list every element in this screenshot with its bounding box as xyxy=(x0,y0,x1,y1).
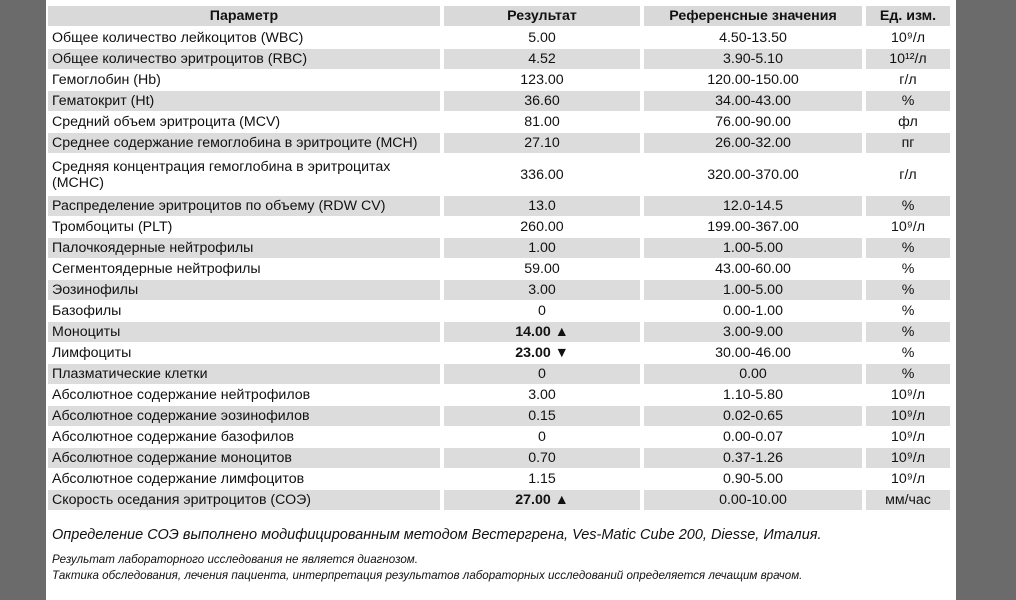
method-note: Определение СОЭ выполнено модифицированным методом Вестергрена, Ves-Matic Cube 200, Diesse, Италия. xyxy=(52,527,822,543)
cell-result: 5.00 xyxy=(444,28,644,49)
disclaimer-tactics: Тактика обследования, лечения пациента, интерпретация результатов лабораторных исследований определяется лечащим врачом. xyxy=(52,569,803,582)
cell-parameter: Сегментоядерные нейтрофилы xyxy=(48,259,444,280)
cell-unit: 10⁹/л xyxy=(866,28,954,49)
cell-reference: 320.00-370.00 xyxy=(644,154,866,196)
cell-unit: % xyxy=(866,259,954,280)
cell-parameter: Гемоглобин (Hb) xyxy=(48,70,444,91)
cell-unit: г/л xyxy=(866,154,954,196)
cell-unit: % xyxy=(866,343,954,364)
cell-result: 81.00 xyxy=(444,112,644,133)
cell-parameter: Средний объем эритроцита (MCV) xyxy=(48,112,444,133)
cell-unit: % xyxy=(866,322,954,343)
cell-reference: 12.0-14.5 xyxy=(644,196,866,217)
cell-parameter: Средняя концентрация гемоглобина в эритроцитах (MCHC) xyxy=(48,154,444,196)
cell-result: 1.00 xyxy=(444,238,644,259)
cell-result: 260.00 xyxy=(444,217,644,238)
table-row xyxy=(48,406,954,427)
table-row xyxy=(48,133,954,154)
cell-parameter: Среднее содержание гемоглобина в эритроците (MCH) xyxy=(48,133,444,154)
disclaimer-diagnosis: Результат лабораторного исследования не является диагнозом. xyxy=(52,553,418,566)
cell-parameter: Распределение эритроцитов по объему (RDW CV) xyxy=(48,196,444,217)
cell-unit: 10⁹/л xyxy=(866,406,954,427)
table-row xyxy=(48,448,954,469)
table-row xyxy=(48,238,954,259)
cell-parameter: Абсолютное содержание моноцитов xyxy=(48,448,444,469)
cell-result: 27.10 xyxy=(444,133,644,154)
cell-result: 4.52 xyxy=(444,49,644,70)
table-row xyxy=(48,427,954,448)
table-row xyxy=(48,217,954,238)
cell-reference: 1.00-5.00 xyxy=(644,238,866,259)
cell-result: 13.0 xyxy=(444,196,644,217)
cell-unit: % xyxy=(866,196,954,217)
cell-reference: 3.90-5.10 xyxy=(644,49,866,70)
header-unit: Ед. изм. xyxy=(866,6,954,28)
cell-unit: 10⁹/л xyxy=(866,427,954,448)
cell-unit: % xyxy=(866,238,954,259)
cell-unit: мм/час xyxy=(866,490,954,511)
cell-parameter: Базофилы xyxy=(48,301,444,322)
cell-reference: 0.90-5.00 xyxy=(644,469,866,490)
cell-reference: 76.00-90.00 xyxy=(644,112,866,133)
cell-result: 59.00 xyxy=(444,259,644,280)
header-result: Результат xyxy=(444,6,644,28)
cell-parameter: Общее количество эритроцитов (RBC) xyxy=(48,49,444,70)
table-row xyxy=(48,280,954,301)
cell-parameter: Скорость оседания эритроцитов (СОЭ) xyxy=(48,490,444,511)
cell-result: 1.15 xyxy=(444,469,644,490)
cell-reference: 30.00-46.00 xyxy=(644,343,866,364)
cell-reference: 0.00-1.00 xyxy=(644,301,866,322)
table-row xyxy=(48,70,954,91)
cell-parameter: Абсолютное содержание нейтрофилов xyxy=(48,385,444,406)
cell-reference: 1.00-5.00 xyxy=(644,280,866,301)
cell-result: 0.15 xyxy=(444,406,644,427)
cell-reference: 0.02-0.65 xyxy=(644,406,866,427)
cell-reference: 34.00-43.00 xyxy=(644,91,866,112)
cell-result: 14.00 ▲ xyxy=(444,322,644,343)
cell-result: 0 xyxy=(444,427,644,448)
table-row xyxy=(48,301,954,322)
cell-result: 3.00 xyxy=(444,385,644,406)
results-table xyxy=(48,6,954,511)
cell-unit: пг xyxy=(866,133,954,154)
header-reference: Референсные значения xyxy=(644,6,866,28)
cell-result: 0 xyxy=(444,364,644,385)
cell-parameter: Моноциты xyxy=(48,322,444,343)
cell-reference: 43.00-60.00 xyxy=(644,259,866,280)
cell-reference: 1.10-5.80 xyxy=(644,385,866,406)
cell-result: 0 xyxy=(444,301,644,322)
cell-unit: 10⁹/л xyxy=(866,217,954,238)
cell-unit: % xyxy=(866,301,954,322)
cell-parameter: Абсолютное содержание лимфоцитов xyxy=(48,469,444,490)
cell-parameter: Палочкоядерные нейтрофилы xyxy=(48,238,444,259)
header-parameter: Параметр xyxy=(48,6,444,28)
table-row xyxy=(48,364,954,385)
table-header xyxy=(48,6,954,28)
cell-unit: 10⁹/л xyxy=(866,385,954,406)
cell-reference: 26.00-32.00 xyxy=(644,133,866,154)
cell-unit: 10⁹/л xyxy=(866,469,954,490)
cell-parameter: Лимфоциты xyxy=(48,343,444,364)
table-row xyxy=(48,154,954,196)
table-body xyxy=(48,28,954,511)
cell-reference: 3.00-9.00 xyxy=(644,322,866,343)
cell-unit: % xyxy=(866,364,954,385)
cell-unit: % xyxy=(866,91,954,112)
cell-parameter: Эозинофилы xyxy=(48,280,444,301)
cell-result: 36.60 xyxy=(444,91,644,112)
table-row xyxy=(48,49,954,70)
table-row xyxy=(48,196,954,217)
cell-result: 3.00 xyxy=(444,280,644,301)
cell-parameter: Общее количество лейкоцитов (WBC) xyxy=(48,28,444,49)
cell-reference: 120.00-150.00 xyxy=(644,70,866,91)
table-row xyxy=(48,112,954,133)
cell-reference: 0.37-1.26 xyxy=(644,448,866,469)
cell-parameter: Гематокрит (Ht) xyxy=(48,91,444,112)
cell-result: 23.00 ▼ xyxy=(444,343,644,364)
cell-result: 336.00 xyxy=(444,154,644,196)
cell-reference: 0.00-10.00 xyxy=(644,490,866,511)
table-row xyxy=(48,490,954,511)
table-row xyxy=(48,385,954,406)
cell-result: 0.70 xyxy=(444,448,644,469)
cell-result: 123.00 xyxy=(444,70,644,91)
cell-unit: г/л xyxy=(866,70,954,91)
table-row xyxy=(48,259,954,280)
cell-result: 27.00 ▲ xyxy=(444,490,644,511)
cell-reference: 0.00 xyxy=(644,364,866,385)
table-row xyxy=(48,343,954,364)
table-row xyxy=(48,28,954,49)
cell-unit: 10¹²/л xyxy=(866,49,954,70)
table-row xyxy=(48,91,954,112)
cell-reference: 4.50-13.50 xyxy=(644,28,866,49)
table-row xyxy=(48,469,954,490)
cell-unit: фл xyxy=(866,112,954,133)
cell-parameter: Плазматические клетки xyxy=(48,364,444,385)
table-row xyxy=(48,322,954,343)
cell-reference: 0.00-0.07 xyxy=(644,427,866,448)
cell-reference: 199.00-367.00 xyxy=(644,217,866,238)
cell-parameter: Тромбоциты (PLT) xyxy=(48,217,444,238)
cell-unit: % xyxy=(866,280,954,301)
cell-parameter: Абсолютное содержание базофилов xyxy=(48,427,444,448)
cell-parameter: Абсолютное содержание эозинофилов xyxy=(48,406,444,427)
cell-unit: 10⁹/л xyxy=(866,448,954,469)
